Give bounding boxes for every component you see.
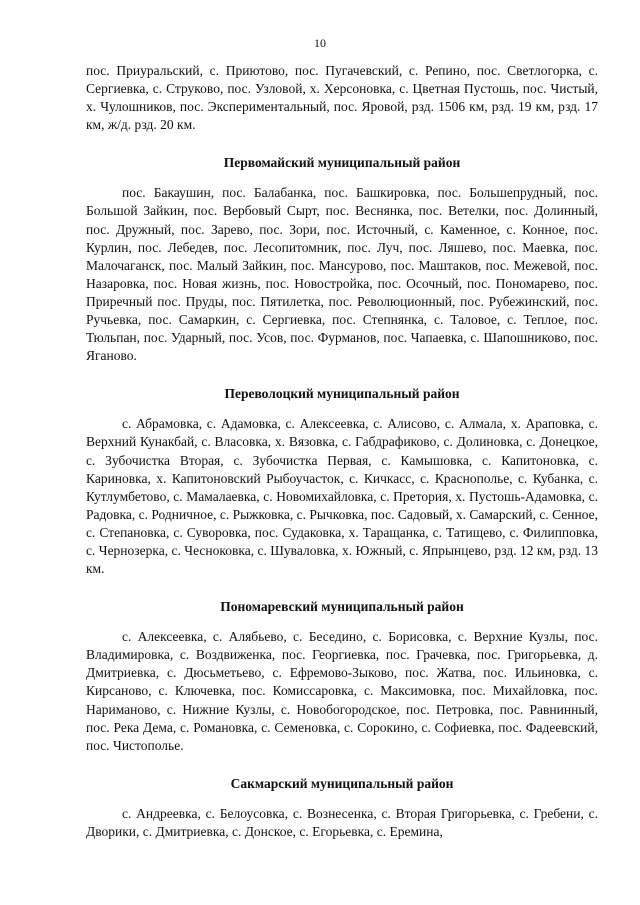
intro-paragraph: пос. Приуральский, с. Приютово, пос. Пугачевский, с. Репино, пос. Светлогорка, с. Сергиевка, с. Струково, пос. Узловой, х. Херсоновка, с. Цветная Пустошь, пос. Чистый, х. Чулошников, пос. Экспериментальный, пос. Яровой, рзд. 1506 км, рзд. 19 км, рзд. 17 км, ж/д. рзд. 20 км. — [86, 63, 598, 133]
page-number: 10 — [314, 36, 326, 50]
section-title-perevolotsky: Переволоцкий муниципальный район — [224, 386, 460, 402]
section-text-pervomaysky: пос. Бакаушин, пос. Балабанка, пос. Башкировка, пос. Большепрудный, пос. Большой Зайкин, пос. Вербовый Сырт, пос. Веснянка, пос. Ветелки, пос. Долинный, пос. Дружный, пос. Зарево, пос. Зори, пос. Источный, с. Каменное, с. Конное, пос. Курлин, пос. Лебедев, пос. Лесопитомник, пос. Луч, пос. Ляшево, пос. Маевка, пос. Малочаганск, пос. Малый Зайкин, пос. Мансурово, пос. Маштаков, пос. Межевой, пос. Назаровка, пос. Новая жизнь, пос. Новостройка, пос. Осочный, пос. Пономарево, пос. Приречный пос. Пруды, пос. Пятилетка, пос. Революционный, пос. Рубежинский, пос. Ручьевка, пос. Самаркин, с. Сергиевка, пос. Степнянка, с. Таловое, с. Теплое, пос. Тюльпан, пос. Ударный, пос. Усов, пос. Фурманов, пос. Чапаевка, с. Шапошниково, пос. Яганово. — [86, 185, 598, 364]
section-title-ponomarevsky: Пономаревский муниципальный район — [220, 599, 464, 615]
section-title-sakmarsky: Сакмарский муниципальный район — [230, 775, 454, 791]
document-body — [86, 62, 598, 841]
section-text-sakmarsky: с. Андреевка, с. Белоусовка, с. Вознесенка, с. Вторая Григорьевка, с. Гребени, с. Дворики, с. Дмитриевка, с. Донское, с. Егорьевка, с. Еремина, — [86, 805, 598, 839]
section-text-ponomarevsky: с. Алексеевка, с. Алябьево, с. Беседино, с. Борисовка, с. Верхние Кузлы, пос. Владимировка, с. Воздвиженка, пос. Георгиевка, пос. Грачевка, пос. Григорьевка, д. Дмитриевка, с. Дюсьметьево, с. Ефремово-Зыково, пос. Жатва, пос. Ильиновка, с. Кирсаново, с. Ключевка, пос. Комиссаровка, с. Максимовка, пос. Михайловка, пос. Нариманово, с. Нижние Кузлы, с. Новобогородское, пос. Петровка, пос. Равнинный, пос. Река Дема, с. Романовка, с. Семеновка, с. Сорокино, с. Софиевка, пос. Фадеевский, пос. Чистополье. — [86, 629, 598, 753]
section-text-perevolotsky: с. Абрамовка, с. Адамовка, с. Алексеевка, с. Алисово, с. Алмала, х. Араповка, с. Верхний Кунакбай, с. Власовка, х. Вязовка, с. Габдрафиково, с. Долиновка, с. Донецкое, с. Зубочистка Вторая, с. Зубочистка Первая, с. Камышовка, с. Капитоновка, с. Кариновка, х. Капитоновский Рыбоучасток, с. Кичкасс, с. Краснополье, с. Кубанка, с. Кутлумбетово, с. Мамалаевка, с. Новомихайловка, с. Претория, х. Пустошь-Адамовка, с. Радовка, с. Родничное, с. Рыжковка, с. Рычковка, пос. Садовый, х. Самарский, с. Сенное, с. Степановка, с. Суворовка, пос. Судаковка, х. Таращанка, с. Татищево, с. Филипповка, с. Чернозерка, с. Чесноковка, с. Шуваловка, х. Южный, с. Япрынцево, рзд. 12 км, рзд. 13 км. — [86, 416, 598, 577]
section-title-pervomaysky: Первомайский муниципальный район — [223, 155, 461, 171]
